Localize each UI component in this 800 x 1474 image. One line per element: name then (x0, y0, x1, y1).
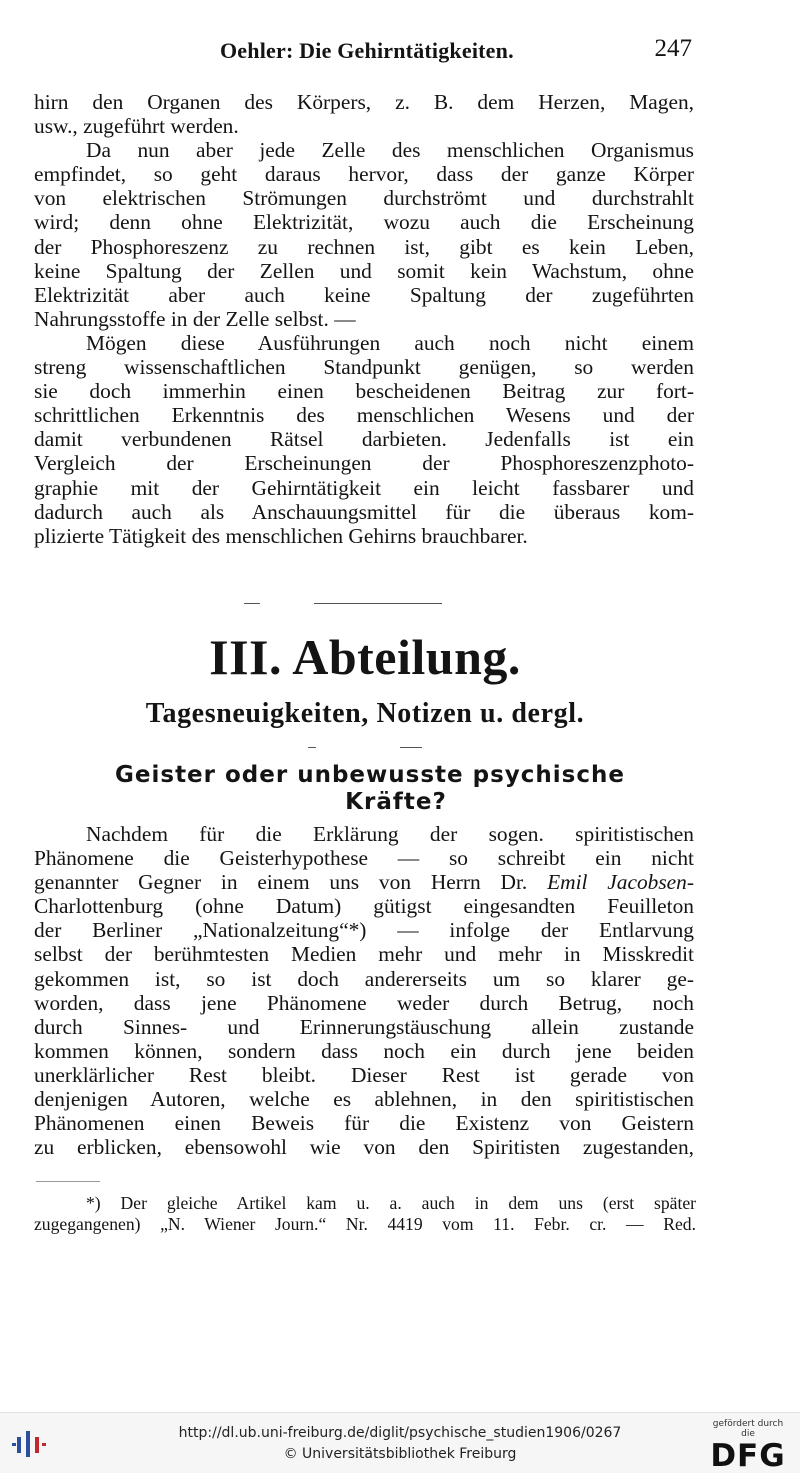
article-title-line: Geister oder unbewusste psychische (115, 762, 625, 788)
text-line: worden, dass jene Phänomene weder durch Betrug, noch (34, 990, 694, 1015)
text-line: selbst der berühmtesten Medien mehr und mehr in Misskredit (34, 942, 694, 967)
text-line: empfindet, so geht daraus hervor, dass der ganze Körper (34, 162, 694, 187)
text-line: graphie mit der Gehirntätigkeit ein leicht fassbarer und (34, 475, 694, 500)
text-line: der Berliner „Nationalzeitung“*) — infolge der Entlarvung (34, 918, 694, 943)
funder-logo (706, 1419, 790, 1474)
text-line: Phänomenen einen Beweis für die Existenz von Geistern (34, 1111, 694, 1136)
text-line: der Phosphoreszenz zu rechnen ist, gibt es kein Leben, (34, 234, 694, 259)
text-line: Phänomene die Geisterhypothese — so schreibt ein nicht (34, 846, 694, 871)
text-line: streng wissenschaftlichen Standpunkt genügen, so werden (34, 355, 694, 380)
text-line: keine Spaltung der Zellen und somit kein Wachstum, ohne (34, 258, 694, 283)
source-url-link[interactable]: http://dl.ub.uni-freiburg.de/diglit/psychische_studien1906/0267 (178, 1425, 622, 1441)
article-title-line: Kräfte? (345, 789, 447, 815)
text-line: wird; denn ohne Elektrizität, wozu auch die Erscheinung (34, 210, 694, 235)
text-line: von elektrischen Strömungen durchströmt und durchstrahlt (34, 186, 694, 211)
text-line: unerklärlicher Rest bleibt. Dieser Rest ist gerade von (34, 1062, 694, 1087)
footnote (34, 1193, 696, 1235)
text-line: gekommen ist, so ist doch andererseits um so klarer ge- (34, 966, 694, 991)
text-line: Vergleich der Erscheinungen der Phosphoreszenzphoto- (34, 451, 694, 476)
article-body (34, 822, 694, 1159)
text-line: kommen können, sondern dass noch ein durch jene beiden (34, 1038, 694, 1063)
text-line: Elektrizität aber auch keine Spaltung der zugeführten (34, 282, 694, 307)
paragraph-3 (34, 331, 694, 548)
separator-rule (308, 747, 316, 748)
article-title (40, 762, 700, 816)
dfg-logo-icon: DFG (710, 1438, 786, 1474)
text-line: durch Sinnes- und Erinnerungstäuschung allein zustande (34, 1014, 694, 1039)
footnote-line: zugegangenen) „N. Wiener Journ.“ Nr. 4419 vom 11. Febr. cr. — Red. (34, 1214, 696, 1234)
text-line: hirn den Organen des Körpers, z. B. dem Herzen, Magen, (34, 90, 694, 114)
page-number: 247 (654, 35, 692, 62)
text-line: sie doch immerhin einen bescheidenen Beitrag zur fort- (34, 379, 694, 404)
running-title: Oehler: Die Gehirntätigkeiten. (220, 38, 514, 63)
text-line: Charlottenburg (ohne Datum) gütigst eingesandten Feuilleton (34, 894, 694, 919)
separator-rule (400, 747, 422, 748)
footnote-line: *) Der gleiche Artikel kam u. a. auch in dem uns (erst später (86, 1193, 696, 1213)
separator-rule (314, 603, 442, 604)
text-line: denjenigen Autoren, welche es ablehnen, in den spiritistischen (34, 1087, 694, 1112)
text-line: Nahrungsstoffe in der Zelle selbst. — (34, 306, 356, 331)
text-line: Nachdem für die Erklärung der sogen. spiritistischen (86, 822, 694, 846)
text-line: zu erblicken, ebensowohl wie von den Spiritisten zugestanden, (34, 1135, 694, 1160)
text-line: schrittlichen Erkenntnis des menschlichen Wesens und der (34, 403, 694, 428)
section-title: III. Abteilung. (209, 629, 521, 685)
funding-label: gefördert durch die (712, 1419, 784, 1439)
continued-article-text (34, 90, 694, 548)
text-line: Mögen diese Ausführungen auch noch nicht einem (86, 330, 694, 355)
text-line: dadurch auch als Anschauungsmittel für die überaus kom- (34, 499, 694, 524)
separator-rule (244, 603, 260, 604)
viewer-footer (0, 1412, 800, 1473)
text-line: Da nun aber jede Zelle des menschlichen Organismus (86, 138, 694, 163)
article-paragraph (34, 822, 694, 1159)
copyright-text: © Universitätsbibliothek Freiburg (283, 1446, 517, 1462)
footnote-rule (36, 1181, 100, 1182)
section-subtitle: Tagesneuigkeiten, Notizen u. dergl. (145, 698, 585, 729)
text-line-segment: genannter Gegner in einem uns von Herrn Dr. (34, 870, 528, 895)
running-head (34, 35, 692, 68)
paragraph-2 (34, 138, 694, 331)
text-line: damit verbundenen Rätsel darbieten. Jedenfalls ist ein (34, 427, 694, 452)
author-name: Emil Jacobsen- (547, 870, 694, 895)
text-line (34, 870, 694, 894)
text-line: plizierte Tätigkeit des menschlichen Gehirns brauchbarer. (34, 523, 528, 548)
text-line: usw., zugeführt werden. (34, 114, 239, 139)
paragraph-1 (34, 90, 694, 138)
